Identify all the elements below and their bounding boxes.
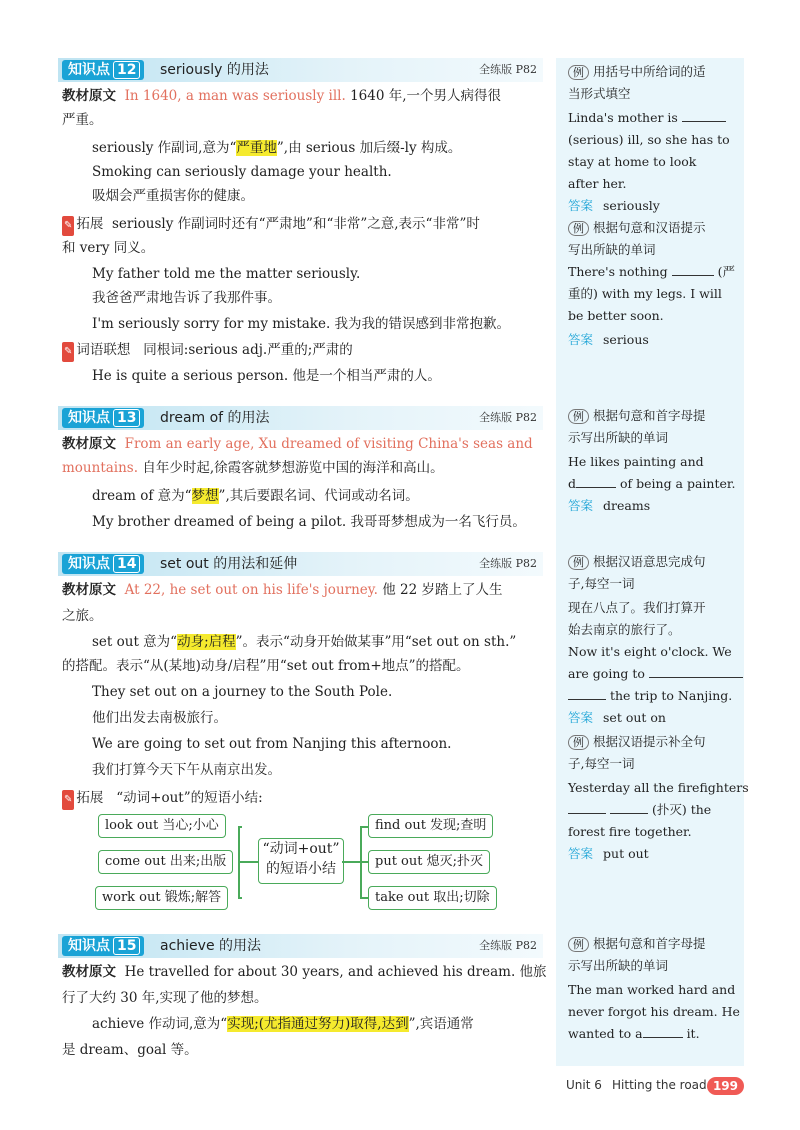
original-text: 教材原文 In 1640, a man was seriously ill. 1640 年,一个男人病得很 bbox=[62, 88, 502, 104]
exercise-answer: 答案 serious bbox=[568, 332, 649, 347]
original-text: 教材原文 From an early age, Xu dreamed of visiting China's seas and bbox=[62, 436, 533, 452]
exercise-sentence: be better soon. bbox=[568, 308, 664, 323]
exercise-answer: 答案 seriously bbox=[568, 198, 660, 213]
exercise-prompt-cont: 示写出所缺的单词 bbox=[568, 430, 669, 445]
page-reference: 全练版 P82 bbox=[479, 939, 537, 952]
unit-title: Hitting the road bbox=[612, 1078, 707, 1092]
explanation: seriously 作副词,意为“严重地”,由 serious 加后缀-ly 构成。 bbox=[92, 140, 462, 156]
exercise-prompt: 例 用括号中所给词的适 bbox=[568, 62, 740, 82]
exercise-sentence: The man worked hard and bbox=[568, 982, 736, 997]
mindmap-item: take out 取出;切除 bbox=[368, 886, 497, 910]
knowledge-badge: 知识点 13 bbox=[62, 408, 144, 428]
explanation-cont: 是 dream、goal 等。 bbox=[62, 1042, 198, 1058]
association-icon: ✎ bbox=[62, 342, 74, 362]
example-cn: 吸烟会严重损害你的健康。 bbox=[92, 188, 254, 204]
section-12-header bbox=[58, 58, 543, 82]
exercise-prompt-cont: 子,每空一词 bbox=[568, 756, 635, 771]
extension-icon: ✎ bbox=[62, 216, 74, 236]
example-en: I'm seriously sorry for my mistake. 我为我的错误感到非常抱歉。 bbox=[92, 316, 511, 332]
exercise-prompt-cont: 示写出所缺的单词 bbox=[568, 958, 669, 973]
exercise-answer: 答案 dreams bbox=[568, 498, 651, 513]
exercise-sentence: wanted to a it. bbox=[568, 1026, 700, 1041]
exercise-answer: 答案 put out bbox=[568, 846, 649, 861]
exercise-sentence: are going to bbox=[568, 664, 740, 684]
exercise-sentence: 始去南京的旅行了。 bbox=[568, 622, 681, 637]
example-en: We are going to set out from Nanjing this afternoon. bbox=[92, 736, 452, 752]
answer-blank bbox=[610, 813, 648, 814]
exercise-sentence: There's nothing (严 bbox=[568, 264, 736, 279]
exercise-prompt: 例 根据句意和首字母提 bbox=[568, 406, 740, 426]
original-text: 教材原文 He travelled for about 30 years, and achieved his dream. 他旅 bbox=[62, 964, 547, 980]
word-association: ✎ 词语联想 同根词:serious adj.严重的;严肃的 bbox=[62, 340, 353, 362]
exercise-sentence: never forgot his dream. He bbox=[568, 1004, 740, 1019]
original-text-cont: 行了大约 30 年,实现了他的梦想。 bbox=[62, 990, 268, 1006]
example-en: My father told me the matter seriously. bbox=[92, 266, 361, 282]
exercise-sentence: (serious) ill, so she has to bbox=[568, 132, 730, 147]
extension: ✎ 拓展 “动词+out”的短语小结: bbox=[62, 788, 263, 810]
original-text-cont: 之旅。 bbox=[62, 608, 103, 624]
page-footer bbox=[556, 1076, 744, 1098]
exercise-sentence: after her. bbox=[568, 176, 627, 191]
answer-blank bbox=[649, 677, 743, 678]
mindmap-item: come out 出来;出版 bbox=[98, 850, 233, 874]
example-cn: 我爸爸严肃地告诉了我那件事。 bbox=[92, 290, 281, 306]
explanation-cont: 的搭配。表示“从(某地)动身/启程”用“set out from+地点”的搭配。 bbox=[62, 658, 470, 674]
section-title: dream of 的用法 bbox=[160, 410, 270, 426]
answer-blank bbox=[568, 699, 606, 700]
mindmap-item: put out 熄灭;扑灭 bbox=[368, 850, 490, 874]
section-13-header bbox=[58, 406, 543, 430]
exercise-sentence: 重的) with my legs. I will bbox=[568, 286, 722, 301]
exercise-sentence: d of being a painter. bbox=[568, 476, 736, 491]
extension: ✎ 拓展 seriously 作副词时还有“严肃地”和“非常”之意,表示“非常”时 bbox=[62, 214, 480, 236]
unit-label: Unit 6 bbox=[566, 1078, 602, 1092]
exercise-prompt-cont: 子,每空一词 bbox=[568, 576, 635, 591]
page-reference: 全练版 P82 bbox=[479, 557, 537, 570]
answer-blank bbox=[568, 813, 606, 814]
knowledge-badge: 知识点 14 bbox=[62, 554, 144, 574]
exercise-prompt-cont: 当形式填空 bbox=[568, 86, 631, 101]
page-reference: 全练版 P82 bbox=[479, 411, 537, 424]
knowledge-badge: 知识点 12 bbox=[62, 60, 144, 80]
example-en: He is quite a serious person. 他是一个相当严肃的人。 bbox=[92, 368, 441, 384]
mindmap-item: look out 当心;小心 bbox=[98, 814, 226, 838]
section-15-header bbox=[58, 934, 543, 958]
example-en: Smoking can seriously damage your health. bbox=[92, 164, 392, 180]
page-number: 199 bbox=[707, 1077, 744, 1095]
exercise-sentence: Yesterday all the firefighters bbox=[568, 780, 749, 795]
section-title: achieve 的用法 bbox=[160, 938, 262, 954]
exercise-prompt: 例 根据句意和首字母提 bbox=[568, 934, 740, 954]
original-text: 教材原文 At 22, he set out on his life's journey. 他 22 岁踏上了人生 bbox=[62, 582, 503, 598]
original-text-cont: 严重。 bbox=[62, 112, 103, 128]
example-cn: 我们打算今天下午从南京出发。 bbox=[92, 762, 281, 778]
exercise-sentence: 现在八点了。我们打算开 bbox=[568, 600, 706, 615]
exercise-answer: 答案 set out on bbox=[568, 710, 666, 725]
extension-icon: ✎ bbox=[62, 790, 74, 810]
answer-blank bbox=[682, 121, 726, 122]
answer-blank bbox=[672, 275, 714, 276]
mindmap-center: “动词+out” 的短语小结 bbox=[258, 838, 344, 884]
section-14-header bbox=[58, 552, 543, 576]
answer-blank bbox=[576, 487, 616, 488]
explanation: achieve 作动词,意为“实现;(尤指通过努力)取得,达到”,宾语通常 bbox=[92, 1016, 474, 1032]
exercise-sentence: the trip to Nanjing. bbox=[568, 686, 740, 706]
knowledge-badge: 知识点 15 bbox=[62, 936, 144, 956]
section-title: set out 的用法和延伸 bbox=[160, 556, 298, 572]
example-en: They set out on a journey to the South Pole. bbox=[92, 684, 393, 700]
extension-cont: 和 very 同义。 bbox=[62, 240, 155, 256]
exercise-sentence: (扑灭) the bbox=[568, 800, 740, 820]
exercise-sentence: He likes painting and bbox=[568, 454, 704, 469]
mindmap-item: work out 锻炼;解答 bbox=[95, 886, 228, 910]
exercise-sentence: Now it's eight o'clock. We bbox=[568, 644, 732, 659]
answer-blank bbox=[643, 1037, 683, 1038]
explanation: dream of 意为“梦想”,其后要跟名词、代词或动名词。 bbox=[92, 488, 419, 504]
explanation: set out 意为“动身;启程”。表示“动身开始做某事”用“set out on sth.” bbox=[92, 634, 517, 650]
exercise-prompt: 例 根据句意和汉语提示 bbox=[568, 218, 740, 238]
original-text-cont: mountains. 自年少时起,徐霞客就梦想游览中国的海洋和高山。 bbox=[62, 460, 444, 476]
exercise-sentence: Linda's mother is bbox=[568, 108, 740, 128]
exercise-prompt-cont: 写出所缺的单词 bbox=[568, 242, 656, 257]
example-cn: 他们出发去南极旅行。 bbox=[92, 710, 227, 726]
page-reference: 全练版 P82 bbox=[479, 63, 537, 76]
exercise-sentence: forest fire together. bbox=[568, 824, 692, 839]
example-en: My brother dreamed of being a pilot. 我哥哥梦想成为一名飞行员。 bbox=[92, 514, 526, 530]
exercise-sentence: stay at home to look bbox=[568, 154, 697, 169]
exercise-prompt: 例 根据汉语提示补全句 bbox=[568, 732, 740, 752]
mindmap-item: find out 发现;查明 bbox=[368, 814, 493, 838]
exercise-prompt: 例 根据汉语意思完成句 bbox=[568, 552, 740, 572]
section-title: seriously 的用法 bbox=[160, 62, 269, 78]
